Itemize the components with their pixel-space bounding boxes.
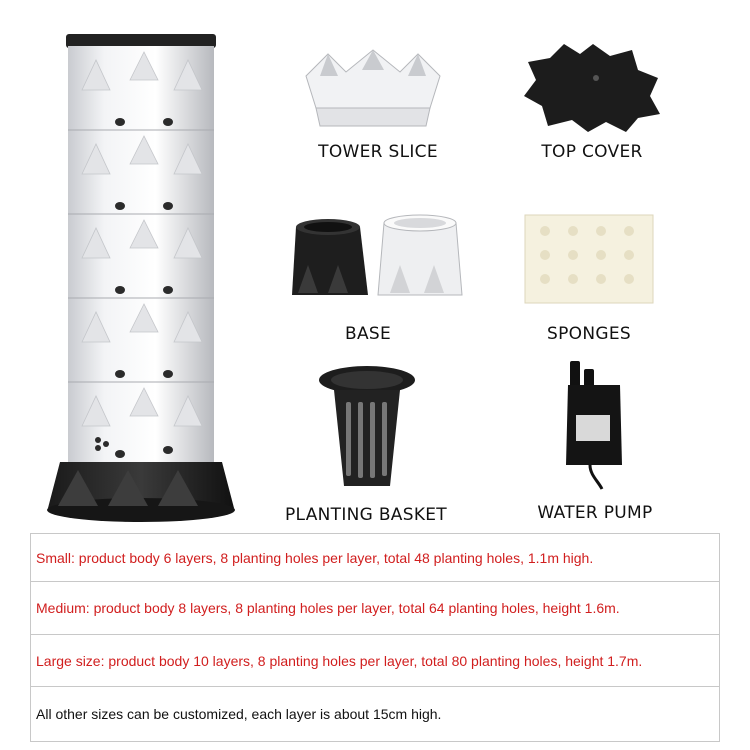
- spec-row-small: [31, 534, 720, 582]
- water-pump-image: [560, 355, 640, 490]
- spec-medium-text: Medium: product body 8 layers, 8 planting holes per layer, total 64 planting holes, height 1.6m.: [31, 582, 720, 635]
- spec-table: [30, 533, 720, 742]
- base-image: [288, 205, 468, 305]
- spec-row-medium: [31, 582, 720, 635]
- spec-row-custom: [31, 687, 720, 742]
- planting-basket-image: [312, 362, 422, 490]
- top-cover-image: [518, 38, 668, 136]
- sponges-label: SPONGES: [547, 324, 631, 344]
- tower-slice-label: TOWER SLICE: [318, 142, 438, 162]
- spec-custom-text: All other sizes can be customized, each layer is about 15cm high.: [31, 687, 720, 742]
- hydroponic-tower-image: [38, 30, 248, 530]
- top-cover-label: TOP COVER: [541, 142, 643, 162]
- planting-basket-label: PLANTING BASKET: [284, 505, 447, 525]
- spec-row-large: [31, 635, 720, 687]
- tower-slice-image: [298, 46, 448, 132]
- water-pump-label: WATER PUMP: [537, 503, 653, 523]
- sponges-image: [523, 213, 655, 305]
- base-label: BASE: [344, 324, 392, 344]
- spec-small-text: Small: product body 6 layers, 8 planting holes per layer, total 48 planting holes, 1.1m high.: [31, 534, 720, 582]
- spec-large-text: Large size: product body 10 layers, 8 planting holes per layer, total 80 planting holes, height 1.7m.: [31, 635, 720, 687]
